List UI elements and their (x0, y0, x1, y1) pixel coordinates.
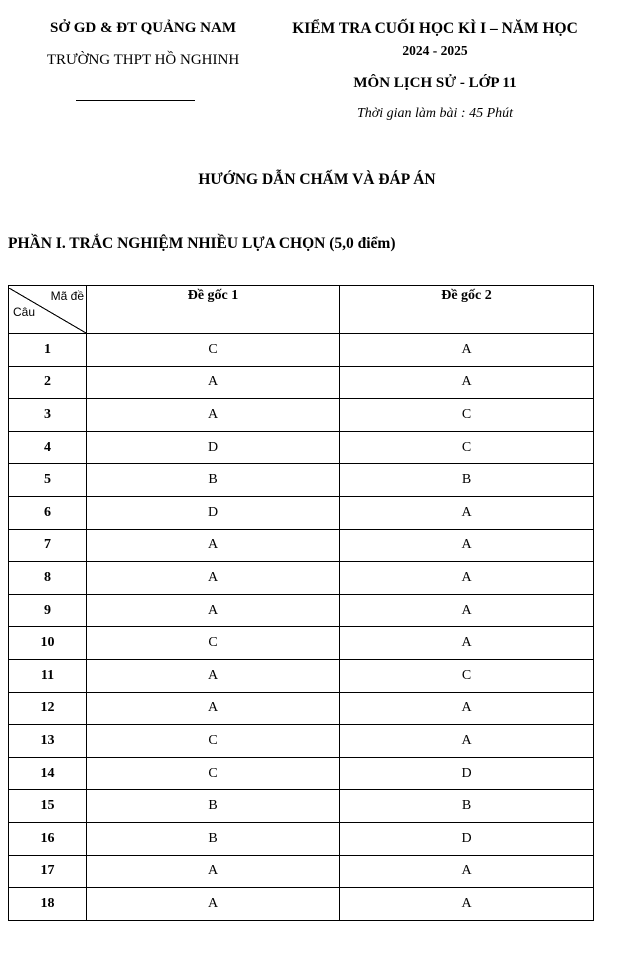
question-number-cell: 9 (9, 594, 87, 627)
answer-de-goc-2-cell: B (340, 790, 594, 823)
table-row (9, 594, 594, 627)
question-number-cell: 1 (9, 334, 87, 367)
exam-subject: MÔN LỊCH SỬ - LỚP 11 (353, 75, 517, 91)
answer-de-goc-1-cell: A (87, 659, 340, 692)
question-number-cell: 18 (9, 888, 87, 921)
answer-de-goc-2-cell: A (340, 855, 594, 888)
answer-de-goc-1-cell: C (87, 334, 340, 367)
table-row (9, 725, 594, 758)
diagonal-divider (9, 288, 86, 333)
school-name: TRƯỜNG THPT HỒ NGHINH (46, 52, 240, 68)
answer-de-goc-1-cell: D (87, 496, 340, 529)
answer-de-goc-1-cell: A (87, 594, 340, 627)
answer-de-goc-1-cell: B (87, 822, 340, 855)
column-header-de-goc-2: Đề gốc 2 (340, 286, 594, 334)
question-number-cell: 5 (9, 464, 87, 497)
answer-de-goc-1-cell: A (87, 692, 340, 725)
table-row (9, 562, 594, 595)
answer-de-goc-2-cell: A (340, 366, 594, 399)
answer-de-goc-1-cell: C (87, 725, 340, 758)
question-number-cell: 7 (9, 529, 87, 562)
answer-de-goc-1-cell: C (87, 757, 340, 790)
answer-de-goc-1-cell: B (87, 790, 340, 823)
table-row (9, 529, 594, 562)
question-number-cell: 15 (9, 790, 87, 823)
answer-de-goc-2-cell: A (340, 334, 594, 367)
table-header-row (9, 286, 594, 334)
table-row (9, 334, 594, 367)
question-number-cell: 11 (9, 659, 87, 692)
answer-de-goc-1-cell: A (87, 888, 340, 921)
table-row (9, 464, 594, 497)
table-row (9, 627, 594, 660)
section-title: PHẦN I. TRẮC NGHIỆM NHIỀU LỰA CHỌN (5,0 điểm) (8, 235, 396, 252)
answer-de-goc-2-cell: A (340, 529, 594, 562)
question-number-cell: 14 (9, 757, 87, 790)
question-number-cell: 12 (9, 692, 87, 725)
table-row (9, 888, 594, 921)
question-number-cell: 16 (9, 822, 87, 855)
answer-de-goc-1-cell: A (87, 855, 340, 888)
guide-title: HƯỚNG DẪN CHẤM VÀ ĐÁP ÁN (198, 171, 436, 188)
exam-duration: Thời gian làm bài : 45 Phút (356, 106, 514, 121)
answer-de-goc-2-cell: A (340, 594, 594, 627)
question-number-cell: 13 (9, 725, 87, 758)
header-divider-line (76, 100, 195, 101)
table-row (9, 431, 594, 464)
exam-title: KIỂM TRA CUỐI HỌC KÌ I – NĂM HỌC (292, 20, 578, 37)
answer-de-goc-1-cell: C (87, 627, 340, 660)
answer-de-goc-2-cell: A (340, 496, 594, 529)
table-row (9, 496, 594, 529)
answer-de-goc-2-cell: D (340, 822, 594, 855)
question-number-cell: 2 (9, 366, 87, 399)
answer-de-goc-2-cell: C (340, 659, 594, 692)
answer-de-goc-2-cell: A (340, 692, 594, 725)
answer-de-goc-1-cell: B (87, 464, 340, 497)
question-number-cell: 6 (9, 496, 87, 529)
table-row (9, 790, 594, 823)
answer-de-goc-2-cell: C (340, 399, 594, 432)
answer-de-goc-2-cell: D (340, 757, 594, 790)
corner-top-label: Mã đề (50, 289, 84, 303)
column-header-de-goc-1: Đề gốc 1 (87, 286, 340, 334)
answer-de-goc-2-cell: A (340, 725, 594, 758)
corner-bottom-label: Câu (13, 305, 36, 319)
answer-de-goc-2-cell: A (340, 888, 594, 921)
answer-de-goc-2-cell: A (340, 562, 594, 595)
table-row (9, 366, 594, 399)
exam-year: 2024 - 2025 (402, 43, 468, 58)
question-number-cell: 10 (9, 627, 87, 660)
table-row (9, 855, 594, 888)
question-number-cell: 3 (9, 399, 87, 432)
question-number-cell: 17 (9, 855, 87, 888)
table-row (9, 659, 594, 692)
answer-de-goc-1-cell: D (87, 431, 340, 464)
table-row (9, 399, 594, 432)
answer-table (8, 285, 594, 921)
question-number-cell: 8 (9, 562, 87, 595)
answer-de-goc-1-cell: A (87, 529, 340, 562)
answer-de-goc-2-cell: C (340, 431, 594, 464)
table-row (9, 757, 594, 790)
answer-de-goc-1-cell: A (87, 399, 340, 432)
table-row (9, 822, 594, 855)
answer-de-goc-2-cell: A (340, 627, 594, 660)
answer-de-goc-1-cell: A (87, 562, 340, 595)
answer-de-goc-1-cell: A (87, 366, 340, 399)
answer-de-goc-2-cell: B (340, 464, 594, 497)
department-name: SỞ GD & ĐT QUẢNG NAM (50, 20, 236, 36)
table-row (9, 692, 594, 725)
corner-cell (9, 286, 87, 334)
question-number-cell: 4 (9, 431, 87, 464)
